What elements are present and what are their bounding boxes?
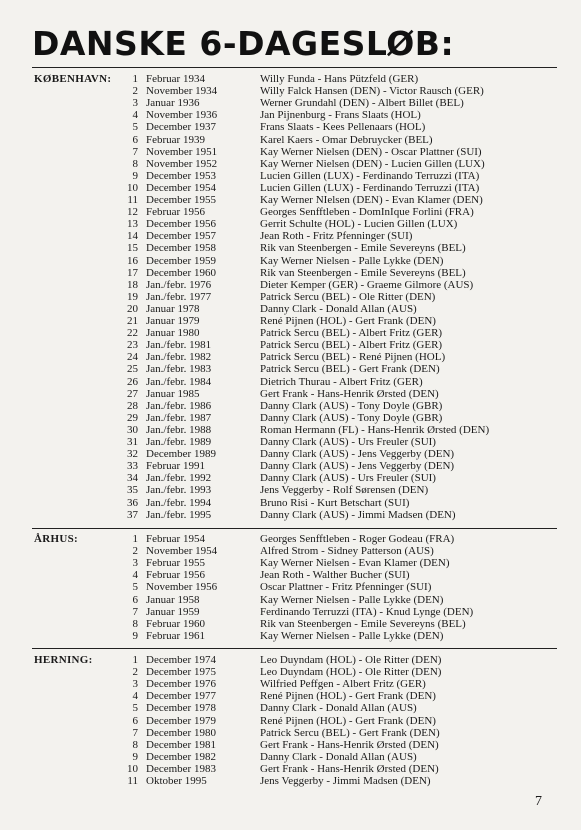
- race-date: Jan./febr. 1984: [146, 375, 212, 388]
- race-number: 3: [132, 557, 138, 570]
- race-winners: Patrick Sercu (BEL) - René Pijnen (HOL): [260, 351, 446, 364]
- race-number: 8: [132, 738, 138, 751]
- race-winners: Kay Werner Nielsen - Palle Lykke (DEN): [260, 254, 444, 267]
- race-number: 28: [127, 399, 138, 412]
- race-winners: Roman Hermann (FL) - Hans-Henrik Ørsted (DEN): [260, 423, 490, 436]
- race-number: 6: [132, 133, 138, 146]
- race-number: 5: [132, 702, 138, 715]
- race-number: 6: [132, 593, 138, 606]
- race-winners: Danny Clark (AUS) - Urs Freuler (SUI): [260, 472, 436, 485]
- race-date: December 1978: [146, 702, 216, 715]
- race-winners: Wilfried Peffgen - Albert Fritz (GER): [260, 678, 426, 691]
- race-date: December 1977: [146, 690, 216, 703]
- race-date: December 1976: [146, 678, 216, 691]
- race-winners: Danny Clark (AUS) - Tony Doyle (GBR): [260, 399, 443, 412]
- race-date: Februar 1991: [146, 460, 205, 473]
- race-number: 5: [132, 121, 138, 134]
- race-number: 26: [127, 375, 138, 388]
- race-winners: René Pijnen (HOL) - Gert Frank (DEN): [260, 690, 436, 703]
- race-number: 36: [127, 496, 138, 509]
- race-winners: René Pijnen (HOL) - Gert Frank (DEN): [260, 315, 436, 327]
- race-winners: Gerrit Schulte (HOL) - Lucien Gillen (LUX): [260, 218, 458, 231]
- race-winners: Gert Frank - Hans-Henrik Ørsted (DEN): [260, 738, 439, 751]
- race-winners: Frans Slaats - Kees Pellenaars (HOL): [260, 121, 426, 134]
- race-number: 9: [132, 169, 138, 182]
- race-winners: Lucien Gillen (LUX) - Ferdinando Terruzzi (ITA): [260, 181, 480, 194]
- race-winners: Rik van Steenbergen - Emile Severeyns (BEL): [260, 617, 466, 630]
- race-number: 15: [127, 242, 138, 255]
- race-date: December 1956: [146, 218, 216, 231]
- race-date: Jan./febr. 1981: [146, 339, 212, 352]
- race-date: December 1955: [146, 194, 216, 206]
- city-heading: KØBENHAVN:: [34, 73, 112, 85]
- race-number: 16: [127, 254, 138, 267]
- race-number: 7: [132, 605, 138, 618]
- race-winners: Bruno Risi - Kurt Betschart (SUI): [260, 496, 410, 509]
- race-date: Januar 1958: [146, 593, 200, 606]
- race-winners: Jean Roth - Walther Bucher (SUI): [260, 569, 410, 582]
- race-date: December 1982: [146, 750, 216, 763]
- race-date: Jan./febr. 1982: [146, 351, 212, 364]
- race-winners: Gert Frank - Hans-Henrik Ørsted (DEN): [260, 387, 439, 400]
- race-date: Jan./febr. 1987: [146, 411, 212, 424]
- race-date: Jan./febr. 1992: [146, 472, 212, 485]
- race-date: Jan./febr. 1994: [146, 496, 212, 509]
- race-date: December 1958: [146, 242, 216, 255]
- race-winners: Kay Werner Nielsen - Evan Klamer (DEN): [260, 557, 450, 570]
- section-divider: [32, 528, 557, 529]
- race-winners: Patrick Sercu (BEL) - Gert Frank (DEN): [260, 363, 440, 376]
- race-number: 4: [132, 569, 138, 582]
- race-number: 6: [132, 714, 138, 727]
- race-number: 29: [127, 411, 138, 424]
- section-divider: [32, 648, 557, 649]
- race-winners: Kay Werner Nielsen (DEN) - Lucien Gillen (LUX): [260, 157, 485, 170]
- race-number: 10: [127, 762, 138, 775]
- race-winners: Ferdinando Terruzzi (ITA) - Knud Lynge (DEN): [260, 605, 474, 618]
- race-winners: Rik van Steenbergen - Emile Severeyns (BEL): [260, 242, 466, 255]
- race-date: December 1983: [146, 762, 216, 775]
- race-winners: Kay Werner Nielsen - Palle Lykke (DEN): [260, 593, 444, 606]
- race-number: 13: [127, 218, 138, 231]
- race-winners: Kay Werner Nielsen (DEN) - Oscar Plattner (SUI): [260, 145, 482, 158]
- race-date: December 1981: [146, 738, 216, 751]
- race-number: 9: [132, 750, 138, 763]
- race-date: Februar 1934: [146, 73, 205, 85]
- race-date: Februar 1956: [146, 569, 205, 582]
- race-date: Februar 1961: [146, 629, 205, 642]
- race-number: 35: [127, 484, 138, 497]
- race-date: December 1975: [146, 666, 216, 679]
- race-number: 21: [127, 315, 138, 327]
- race-number: 25: [127, 363, 138, 376]
- race-winners: Patrick Sercu (BEL) - Albert Fritz (GER): [260, 339, 443, 352]
- race-date: December 1957: [146, 230, 216, 243]
- race-number: 32: [127, 448, 138, 461]
- race-date: December 1989: [146, 448, 216, 461]
- race-winners: Patrick Sercu (BEL) - Ole Ritter (DEN): [260, 290, 436, 303]
- race-number: 30: [127, 423, 138, 436]
- race-date: Januar 1979: [146, 315, 200, 327]
- race-date: Jan./febr. 1976: [146, 278, 212, 291]
- race-date: Februar 1954: [146, 533, 205, 545]
- race-winners: Danny Clark (AUS) - Jens Veggerby (DEN): [260, 448, 455, 461]
- race-date: Februar 1960: [146, 617, 205, 630]
- race-number: 4: [132, 690, 138, 703]
- race-number: 37: [127, 508, 138, 521]
- race-winners: Willy Falck Hansen (DEN) - Victor Rausch (GER): [260, 85, 484, 98]
- race-number: 1: [132, 654, 138, 666]
- race-number: 24: [127, 351, 138, 364]
- race-number: 5: [132, 581, 138, 594]
- race-number: 34: [127, 472, 138, 485]
- race-number: 11: [127, 775, 138, 787]
- race-winners: Danny Clark (AUS) - Urs Freuler (SUI): [260, 436, 436, 448]
- race-number: 19: [127, 290, 138, 303]
- race-number: 12: [127, 206, 138, 219]
- race-winners: Danny Clark (AUS) - Jimmi Madsen (DEN): [260, 508, 456, 521]
- race-date: Jan./febr. 1983: [146, 363, 212, 376]
- race-date: Februar 1955: [146, 557, 205, 570]
- race-date: December 1954: [146, 181, 216, 194]
- race-winners: Jan Pijnenburg - Frans Slaats (HOL): [260, 109, 421, 122]
- race-number: 11: [127, 194, 138, 206]
- race-number: 3: [132, 97, 138, 110]
- race-date: November 1952: [146, 157, 218, 170]
- race-winners: Kay Werner Nielsen - Palle Lykke (DEN): [260, 629, 444, 642]
- race-date: Jan./febr. 1993: [146, 484, 212, 497]
- race-number: 8: [132, 617, 138, 630]
- race-date: Jan./febr. 1977: [146, 290, 212, 303]
- race-date: November 1936: [146, 109, 218, 122]
- race-number: 1: [132, 73, 138, 85]
- race-date: Oktober 1995: [146, 775, 207, 787]
- race-winners: René Pijnen (HOL) - Gert Frank (DEN): [260, 714, 436, 727]
- race-winners: Willy Funda - Hans Pützfeld (GER): [260, 73, 419, 85]
- race-date: November 1956: [146, 581, 218, 594]
- race-winners: Dietrich Thurau - Albert Fritz (GER): [260, 375, 423, 388]
- race-number: 2: [132, 666, 138, 679]
- race-date: December 1953: [146, 169, 216, 182]
- city-heading: ÅRHUS:: [34, 533, 78, 545]
- race-date: Januar 1985: [146, 387, 200, 400]
- race-date: December 1979: [146, 714, 216, 727]
- race-winners: Danny Clark (AUS) - Jens Veggerby (DEN): [260, 460, 455, 473]
- race-date: November 1934: [146, 85, 218, 98]
- race-number: 9: [132, 629, 138, 642]
- race-winners: Lucien Gillen (LUX) - Ferdinando Terruzzi (ITA): [260, 169, 480, 182]
- race-winners: Dieter Kemper (GER) - Graeme Gilmore (AUS): [260, 278, 474, 291]
- race-number: 20: [127, 302, 138, 315]
- race-winners: Werner Grundahl (DEN) - Albert Billet (BEL): [260, 97, 464, 110]
- race-number: 18: [127, 278, 138, 291]
- race-winners: Jean Roth - Fritz Pfenninger (SUI): [260, 230, 413, 243]
- race-winners: Danny Clark - Donald Allan (AUS): [260, 302, 417, 315]
- race-winners: Leo Duyndam (HOL) - Ole Ritter (DEN): [260, 666, 442, 679]
- race-winners: Patrick Sercu (BEL) - Gert Frank (DEN): [260, 726, 440, 739]
- race-winners: Oscar Plattner - Fritz Pfenninger (SUI): [260, 581, 432, 594]
- race-number: 23: [127, 339, 138, 352]
- race-number: 14: [127, 230, 138, 243]
- title-underline: [32, 67, 557, 68]
- race-number: 27: [127, 387, 138, 400]
- race-date: Jan./febr. 1995: [146, 508, 212, 521]
- race-number: 7: [132, 726, 138, 739]
- race-winners: Gert Frank - Hans-Henrik Ørsted (DEN): [260, 762, 439, 775]
- race-date: December 1980: [146, 726, 216, 739]
- race-date: Januar 1978: [146, 302, 200, 315]
- page-number: 7: [535, 794, 542, 809]
- race-winners: Kay Werner NIelsen (DEN) - Evan Klamer (DEN): [260, 194, 483, 206]
- city-heading: HERNING:: [34, 654, 93, 666]
- race-date: Januar 1959: [146, 605, 200, 618]
- race-number: 3: [132, 678, 138, 691]
- race-date: December 1960: [146, 266, 216, 279]
- race-number: 4: [132, 109, 138, 122]
- race-date: November 1951: [146, 145, 218, 158]
- race-date: Jan./febr. 1986: [146, 399, 212, 412]
- race-winners: Patrick Sercu (BEL) - Albert Fritz (GER): [260, 327, 443, 340]
- race-date: Januar 1980: [146, 327, 200, 340]
- race-winners: Jens Veggerby - Rolf Sørensen (DEN): [260, 484, 429, 497]
- race-winners: Leo Duyndam (HOL) - Ole Ritter (DEN): [260, 654, 442, 666]
- race-winners: Georges Senfftleben - Roger Godeau (FRA): [260, 533, 455, 545]
- race-number: 7: [132, 145, 138, 158]
- race-winners: Danny Clark - Donald Allan (AUS): [260, 750, 417, 763]
- race-date: Februar 1939: [146, 133, 205, 146]
- race-winners: Danny Clark (AUS) - Tony Doyle (GBR): [260, 411, 443, 424]
- race-winners: Karel Kaers - Omar Debruycker (BEL): [260, 133, 433, 146]
- race-number: 22: [127, 327, 138, 340]
- race-date: Februar 1956: [146, 206, 205, 219]
- race-date: November 1954: [146, 545, 218, 558]
- race-date: Jan./febr. 1989: [146, 436, 212, 448]
- race-number: 8: [132, 157, 138, 170]
- race-date: Januar 1936: [146, 97, 200, 110]
- race-date: December 1959: [146, 254, 216, 267]
- race-date: Jan./febr. 1988: [146, 423, 212, 436]
- race-winners: Georges Senfftleben - DomInIque Forlini (FRA): [260, 206, 474, 219]
- race-number: 31: [127, 436, 138, 448]
- race-number: 10: [127, 181, 138, 194]
- race-winners: Alfred Strom - Sidney Patterson (AUS): [260, 545, 434, 558]
- race-number: 2: [132, 545, 138, 558]
- race-date: December 1937: [146, 121, 216, 134]
- race-winners: Danny Clark - Donald Allan (AUS): [260, 702, 417, 715]
- page-title: DANSKE 6-DAGESLØB:: [32, 24, 455, 63]
- race-number: 2: [132, 85, 138, 98]
- race-number: 33: [127, 460, 138, 473]
- race-winners: Jens Veggerby - Jimmi Madsen (DEN): [260, 775, 431, 787]
- race-number: 1: [132, 533, 138, 545]
- race-number: 17: [127, 266, 138, 279]
- race-date: December 1974: [146, 654, 216, 666]
- race-winners: Rik van Steenbergen - Emile Severeyns (BEL): [260, 266, 466, 279]
